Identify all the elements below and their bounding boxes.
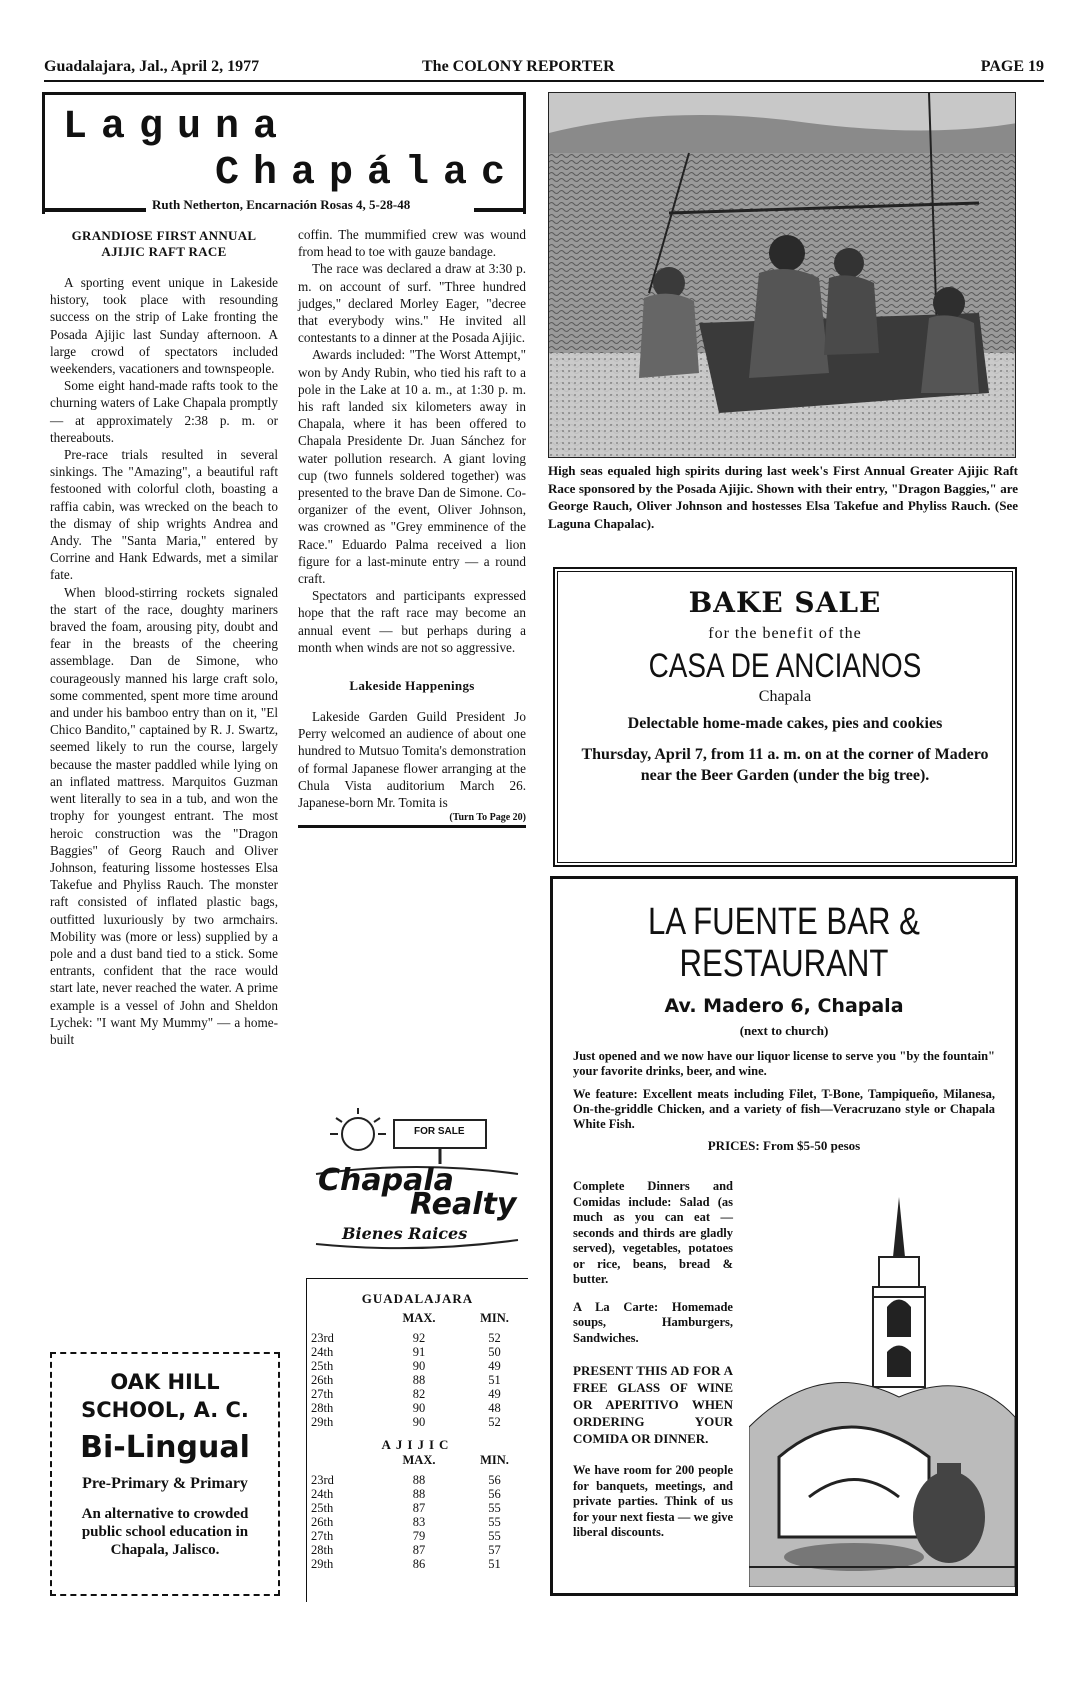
la-fuente-name: LA FUENTE BAR & RESTAURANT: [648, 901, 920, 985]
bake-sale-title: BAKE SALE: [688, 586, 882, 619]
weather-city-guadalajara: GUADALAJARA: [361, 1291, 474, 1306]
min-header: MIN.: [480, 1453, 509, 1467]
bake-sale-town: Chapala: [758, 688, 812, 705]
la-fuente-location-note: (next to church): [739, 1023, 829, 1038]
la-fuente-coupon: PRESENT THIS AD FOR A FREE GLASS OF WINE OR APERITIVO WHEN ORDERING YOUR COMIDA OR DINNER.: [573, 1363, 733, 1446]
table-row: 29th 86 51: [311, 1557, 501, 1571]
raft-race-article-col1: [50, 228, 278, 1048]
paragraph: Awards included: "The Worst Attempt," won by Andy Rubin, who tied his raft to a pole in the Lake at 10 a. m., at 1:30 p. m. his raft landed six kilometers away in Chapala, where it has been offered to Chapala Presidente Dr. Juan Sánchez for water pollution research. A giant loving cup (two funnels soldered together) was presented to the brave Dan de Simone. Co-organizer of the event, Oliver Johnson, was crowned as "Grey emminence of the Race." Eduardo Palma received a lion figure for a last-minute entry — a round craft.: [298, 347, 526, 587]
realty-name-2: Realty: [410, 1187, 517, 1222]
church-fountain-illustration: [749, 1197, 1015, 1587]
la-fuente-ad: [550, 876, 1018, 1596]
bake-sale-organization: CASA DE ANCIANOS: [648, 647, 922, 685]
table-row: 27th 79 55: [311, 1529, 501, 1543]
table-row: 25th 90 49: [311, 1359, 501, 1373]
oak-hill-school-ad: [50, 1352, 280, 1596]
table-row: 27th 82 49: [311, 1387, 501, 1401]
max-header: MAX.: [402, 1311, 436, 1325]
table-row: 23rd 88 56: [311, 1473, 501, 1487]
paragraph: The race was declared a draw at 3:30 p. m. on account of surf. "Three hundred judges," declared Morley Eager, "decree that everybody wins." He invited all contestants to a dinner at the Posada Ajijic.: [298, 261, 526, 346]
byline: [42, 196, 526, 216]
newspaper-name: The COLONY REPORTER: [422, 58, 615, 75]
la-fuente-menu-features: We feature: Excellent meats including Filet, T-Bone, Tampiqueño, Milanesa, On-the-griddle Chicken, and a variety of fish—Veracruzano style or Chapala White Fish.: [573, 1087, 995, 1131]
la-fuente-a-la-carte: A La Carte: Homemade soups, Hamburgers, Sandwiches.: [573, 1299, 733, 1345]
table-header-row: [307, 1311, 528, 1325]
table-row: 26th 88 51: [311, 1373, 501, 1387]
paragraph: coffin. The mummified crew was wound from head to toe with gauze bandage.: [298, 227, 526, 260]
la-fuente-dinners: Complete Dinners and Comidas include: Salad (as much as you can eat — seconds and thirds are gladly served), vegetables, potatoes or rice, beans, bread & butter.: [573, 1179, 733, 1286]
bake-sale-ad: [554, 568, 1016, 866]
min-header: MIN.: [480, 1311, 509, 1325]
photo-caption: High seas equaled high spirits during last week's First Annual Greater Ajijic Raft Race sponsored by the Posada Ajijic. Shown with their entry, "Dragon Baggies," are George Rauch, Oliver Johnson and hostesses Elsa Takefue and Phyliss Rauch. (See Laguna Chapalac).: [548, 463, 1018, 531]
table-row: 28th 87 57: [311, 1543, 501, 1557]
table-row: 29th 90 52: [311, 1415, 501, 1429]
table-row: 24th 91 50: [311, 1345, 501, 1359]
table-header-row: [307, 1453, 528, 1467]
school-name-2: SCHOOL, A. C.: [81, 1398, 249, 1422]
chapala-realty-ad: [306, 1104, 528, 1256]
max-header: MAX.: [402, 1453, 436, 1467]
la-fuente-address: Av. Madero 6, Chapala: [664, 995, 904, 1017]
photo-image: [549, 93, 1016, 458]
table-row: 24th 88 56: [311, 1487, 501, 1501]
guadalajara-temps: [307, 1311, 528, 1429]
continued-on-page: (Turn To Page 20): [298, 811, 526, 828]
dateline: Guadalajara, Jal., April 2, 1977: [44, 58, 260, 75]
column-title-line1: Laguna: [63, 105, 292, 150]
masthead-rule: [44, 80, 1044, 82]
realty-subtitle: Bienes Raices: [342, 1224, 468, 1243]
raft-race-article-col2: [298, 226, 526, 828]
lakeside-happenings-body: Lakeside Garden Guild President Jo Perry welcomed an audience of about one hundred to Mutsuo Tomita's demonstration of formal Japanese flower arranging at the Chula Vista auditorium March 26. Japanese-born Mr. Tomita is: [298, 709, 526, 811]
school-name-1: OAK HILL: [110, 1370, 220, 1394]
la-fuente-banquets: We have room for 200 people for banquets, meetings, and private parties. Think of us for your next fiesta — we give liberal discounts.: [573, 1463, 733, 1539]
table-row: 26th 83 55: [311, 1515, 501, 1529]
for-sale-sign: FOR SALE: [414, 1126, 465, 1137]
lakeside-happenings-headline: Lakeside Happenings: [349, 678, 475, 694]
bake-sale-description: Delectable home-made cakes, pies and cookies: [627, 715, 943, 732]
paragraph: A sporting event unique in Lakeside history, took place with resounding success on the strip of Lake fronting the Posada Ajijic last Sunday afternoon. A large crowd of spectators included weekenders, vacationers and townspeople.: [50, 275, 278, 377]
la-fuente-left-column: [573, 1179, 733, 1541]
la-fuente-prices: PRICES: From $5-50 pesos: [707, 1138, 861, 1153]
bake-sale-benefit: for the benefit of the: [708, 625, 862, 642]
byline-rule-left: [42, 208, 146, 212]
paragraph: When blood-stirring rockets signaled the start of the race, doughty mariners braved the foam, arousing pity, doubt and fear in the breasts of the cheering assemblage. Dan de Simone, who courageously manned his large craft solo, some commented, spent more time around and under his bamboo entry than on it, "El Chico Bandito," captained by R. J. Swartz, seemed likely to run the course, largely because the master paddled while lying on an inflated mattress. Marquitos Guzman went literally to sea in a tub, and won the trophy for youngest entrant. The most heroic construction was the "Dragon Baggies" of Georg Rauch and Oliver Johnson, featuring lissome hostesses Elsa Takefue and Phyliss Rauch. The monster raft consisted of inflated plastic bags, outfitted luxuriously by two armchairs. Mobility was (more or less) supplied by a pole and a dust band tied to a stick. Some entrants, confident that the race would start late, never reached the water. A prime example is a vessel of John and Sheldon Lychek: "I want My Mummy" — a home-built: [50, 584, 278, 1047]
bake-sale-when: Thursday, April 7, from 11 a. m. on at the corner of Madero near the Beer Garden (under the big tree).: [581, 746, 989, 784]
page-number: PAGE 19: [980, 58, 1044, 75]
byline-text: Ruth Netherton, Encarnación Rosas 4, 5-28-48: [152, 197, 411, 212]
ajijic-temps: [307, 1453, 528, 1571]
article-headline: GRANDIOSE FIRST ANNUAL AJIJIC RAFT RACE: [71, 228, 257, 259]
table-row: 28th 90 48: [311, 1401, 501, 1415]
school-levels: Pre-Primary & Primary: [82, 1475, 248, 1492]
school-tagline: An alternative to crowded public school education in Chapala, Jalisco.: [81, 1506, 249, 1558]
raft-race-photo: [548, 92, 1016, 458]
paragraph: Spectators and participants expressed hope that the raft race may become an annual event — but perhaps during a month when winds are not so aggressive.: [298, 588, 526, 655]
bilingual-label: Bi-Lingual: [80, 1430, 250, 1465]
paragraph: Some eight hand-made rafts took to the churning waters of Lake Chapala promptly — at approximately 2:38 p. m. or thereabouts.: [50, 378, 278, 445]
table-row: 23rd 92 52: [311, 1331, 501, 1345]
paragraph: Pre-race trials resulted in several sinkings. The "Amazing", a beautiful raft festooned with colorful cloth, boasting a raffia cabin, was wrecked on the beach to the dismay of ship wrights Andrea and Andy. The "Santa Maria," entered by Corrine and Hank Edwards, met a similar fate.: [50, 447, 278, 583]
weather-table: [306, 1278, 528, 1602]
column-title-line2: Chapálac: [215, 151, 520, 196]
masthead: [44, 52, 1044, 82]
weather-city-ajijic: AJIJIC: [381, 1437, 454, 1452]
la-fuente-opening: Just opened and we now have our liquor license to serve you "by the fountain" your favorite drinks, beer, and wine.: [573, 1049, 995, 1078]
byline-rule-right: [474, 208, 526, 212]
table-row: 25th 87 55: [311, 1501, 501, 1515]
realty-name-1: Chapala: [318, 1163, 454, 1198]
